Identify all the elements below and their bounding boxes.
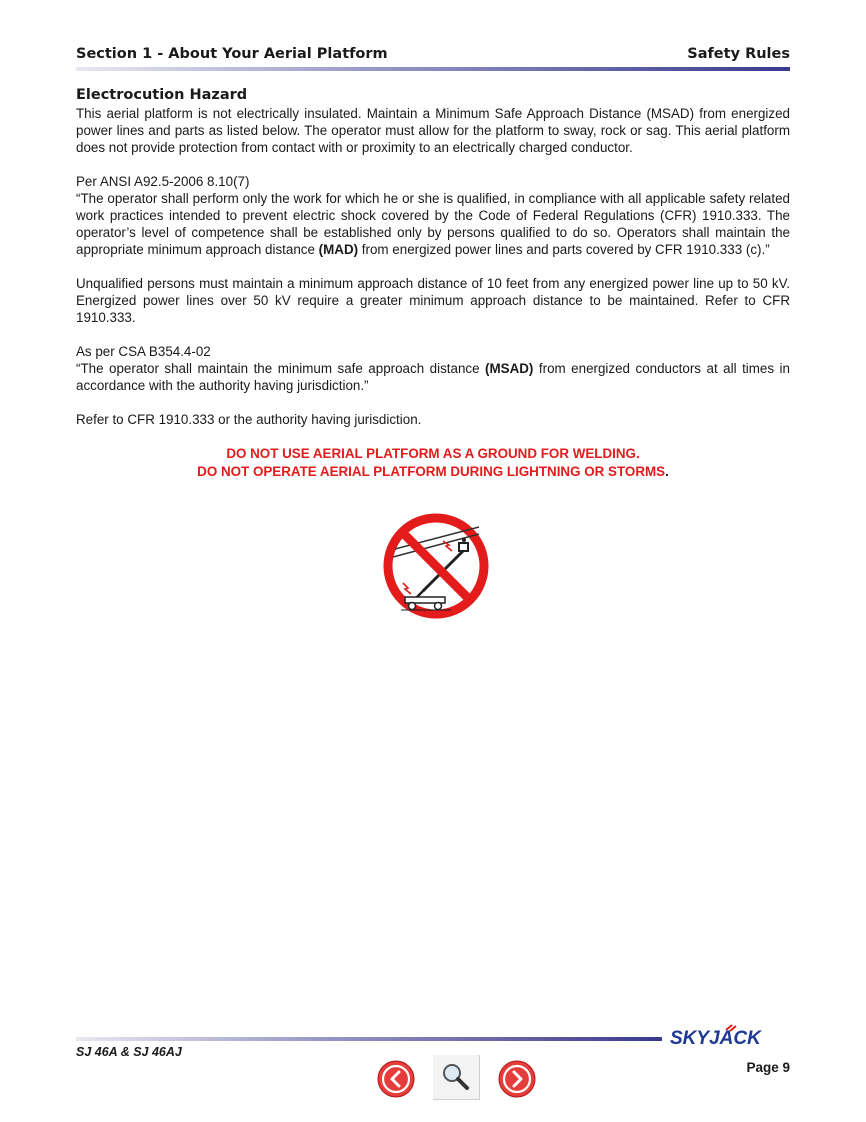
previous-page-button[interactable] [376, 1059, 416, 1099]
csa-reference: As per CSA B354.4-02 [76, 344, 211, 359]
csa-quote-text-b: from energized conductors at all times in accordance with the authority having jurisdiction.” [76, 361, 790, 393]
section-heading: Electrocution Hazard [76, 87, 248, 103]
page-number: Page 9 [746, 1060, 790, 1075]
warning-line-period: . [665, 464, 669, 479]
footer-divider [76, 1037, 662, 1041]
zoom-button[interactable] [433, 1055, 480, 1100]
model-name: SJ 46A & SJ 46AJ [76, 1045, 182, 1059]
ansi-quote-text-a: “The operator shall perform only the work for which he or she is qualified, in compliance with all applicable safety related work practices intended to prevent electric shock covered by the Code of Federal Regulations (CFR) 1910.333. The operator’s level of competence shall be established only by persons qualified to do so. Operators shall maintain the appropriate minimum approach distance [76, 191, 790, 257]
ansi-reference: Per ANSI A92.5-2006 8.10(7) [76, 174, 250, 189]
magnifier-icon [433, 1055, 479, 1099]
brand-name: SKYJACK [670, 1028, 761, 1049]
header-divider [76, 67, 790, 71]
warning-line-welding: DO NOT USE AERIAL PLATFORM AS A GROUND FOR WELDING. [226, 446, 640, 461]
intro-paragraph: This aerial platform is not electrically insulated. Maintain a Minimum Safe Approach Distance (MSAD) from energized power lines and parts as listed below. The operator must allow for the platform to sway, rock or sag. This aerial platform does not provide protection from contact with or proximity to an electrically charged conductor. [76, 106, 790, 155]
page-content [76, 86, 790, 481]
no-electrocution-sign-icon [381, 511, 491, 621]
ansi-quote-text-b: from energized power lines and parts covered by CFR 1910.333 (c).” [358, 242, 770, 257]
ansi-quote [76, 190, 790, 258]
skyjack-logo [668, 1024, 790, 1050]
csa-quote [76, 360, 790, 394]
unqualified-paragraph: Unqualified persons must maintain a minimum approach distance of 10 feet from any energized power line up to 50 kV. Energized power lines over 50 kV require a greater minimum approach distance to be maintained. Refer to CFR 1910.333. [76, 276, 790, 325]
csa-quote-text-a: “The operator shall maintain the minimum safe approach distance [76, 361, 486, 376]
jurisdiction-paragraph: Refer to CFR 1910.333 or the authority having jurisdiction. [76, 412, 422, 427]
next-page-button[interactable] [497, 1059, 537, 1099]
ansi-quote-emphasis: (MAD) [318, 242, 359, 257]
warning-block [76, 445, 790, 481]
page-header [76, 44, 790, 70]
warning-line-lightning-text: DO NOT OPERATE AERIAL PLATFORM DURING LIGHTNING OR STORMS [197, 464, 666, 479]
csa-quote-emphasis: (MSAD) [485, 361, 534, 376]
section-title: Section 1 - About Your Aerial Platform [76, 46, 388, 62]
chapter-title: Safety Rules [687, 46, 790, 62]
warning-line-lightning [76, 463, 790, 481]
